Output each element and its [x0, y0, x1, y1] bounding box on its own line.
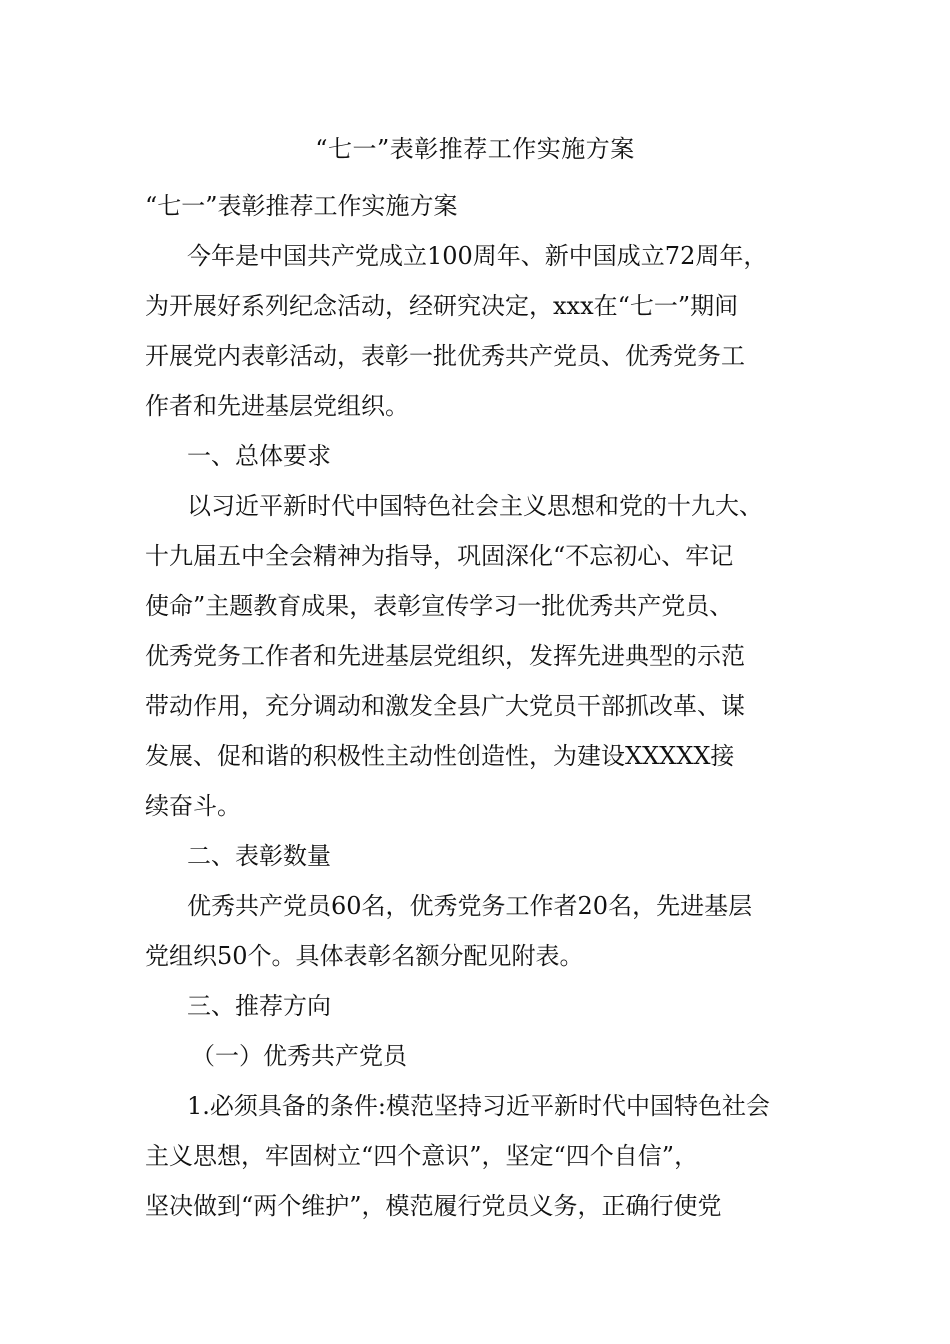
- paragraph-line: 使命”主题教育成果，表彰宣传学习一批优秀共产党员、: [145, 592, 734, 620]
- paragraph-line: 开展党内表彰活动，表彰一批优秀共产党员、优秀党务工: [145, 342, 745, 370]
- paragraph-line: 以习近平新时代中国特色社会主义思想和党的十九大、: [187, 492, 763, 520]
- section-heading: 二、表彰数量: [187, 842, 331, 870]
- paragraph-line: 优秀共产党员60名，优秀党务工作者20名，先进基层: [187, 892, 753, 920]
- paragraph-line: 十九届五中全会精神为指导，巩固深化“不忘初心、牢记: [145, 542, 734, 570]
- paragraph-line: 今年是中国共产党成立100周年、新中国成立72周年，: [187, 242, 768, 270]
- document-body: [145, 181, 825, 1231]
- paragraph-line: 续奋斗。: [145, 792, 241, 820]
- paragraph-line: 发展、促和谐的积极性主动性创造性，为建设XXXXX接: [145, 742, 735, 770]
- paragraph-line: 优秀党务工作者和先进基层党组织，发挥先进典型的示范: [145, 642, 745, 670]
- paragraph-line: 主义思想，牢固树立“四个意识”，坚定“四个自信”，: [145, 1142, 699, 1170]
- paragraph-line: 1.必须具备的条件:模范坚持习近平新时代中国特色社会: [187, 1092, 770, 1120]
- section-heading: 三、推荐方向: [187, 992, 331, 1020]
- section-heading: 一、总体要求: [187, 442, 331, 470]
- document-title: “七一”表彰推荐工作实施方案: [315, 135, 635, 163]
- subsection-heading: （一）优秀共产党员: [191, 1042, 407, 1070]
- paragraph-line: 带动作用，充分调动和激发全县广大党员干部抓改革、谋: [145, 692, 745, 720]
- paragraph-line: 党组织50个。具体表彰名额分配见附表。: [145, 942, 584, 970]
- paragraph-line: 为开展好系列纪念活动，经研究决定，xxx在“七一”期间: [145, 292, 739, 320]
- paragraph-line: 作者和先进基层党组织。: [145, 392, 409, 420]
- paragraph-line: 坚决做到“两个维护”，模范履行党员义务，正确行使党: [145, 1192, 722, 1220]
- subtitle-line: “七一”表彰推荐工作实施方案: [145, 192, 458, 220]
